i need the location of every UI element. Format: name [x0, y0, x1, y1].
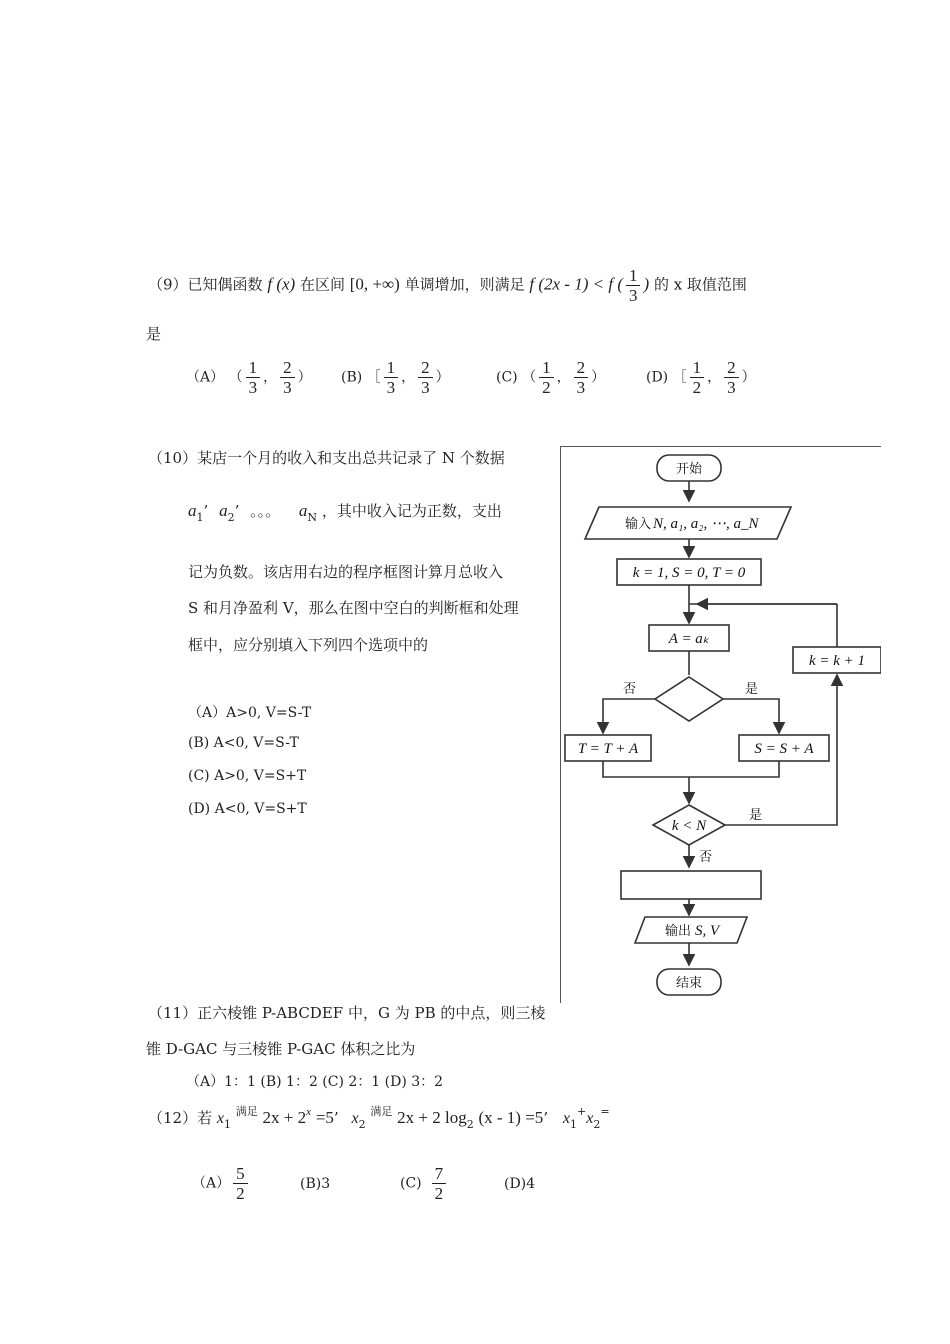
question-9-line1: （9）已知偶函数 f (x) 在区间 [0, +∞) 单调增加，则满足 f (2x - 1) < f ( $\frac{1}{3}$ ) 的 x 取值范围: [148, 266, 747, 305]
question-10-line4: S 和月净盈利 V，那么在图中空白的判断框和处理: [188, 599, 519, 617]
q12-option-a: （A） $\frac{5}{2}$: [192, 1164, 251, 1203]
question-11-line2: 锥 D-GAC 与三棱锥 P-GAC 体积之比为: [146, 1040, 416, 1058]
loop-no-label: 否: [699, 850, 713, 865]
q10-option-a: （A）A>0, V=S-T: [188, 705, 312, 721]
decision-diamond: [655, 677, 723, 721]
q9-option-b: (B) ［ $\frac{1}{3}$ ， $\frac{2}{3}$ ）: [341, 358, 450, 397]
q9-option-a: （A） （ $\frac{1}{3}$ ， $\frac{2}{3}$ ）: [186, 358, 312, 397]
no-branch-label: 否: [623, 682, 637, 697]
right-process-label: S = S + A: [754, 741, 814, 757]
question-12-line: （12）若 $x_1$ $^{满足}$ $2x + 2^x =5$’ $x_2$ $^{满足}$ 2x + 2 $\log_2 (x - 1) =5$’ $x_1^+x_2^=$: [148, 1105, 610, 1131]
question-10-line3: 记为负数。该店用右边的程序框图计算月总收入: [188, 563, 504, 581]
assign-label: A = aₖ: [668, 631, 710, 647]
q12-option-c: (C) $\frac{7}{2}$: [400, 1164, 449, 1203]
end-label: 结束: [675, 976, 703, 991]
loop-yes-label: 是: [749, 808, 763, 823]
q12-option-b: (B)3: [300, 1176, 331, 1192]
flowchart-svg: [561, 447, 881, 1003]
q10-option-c: (C) A>0, V=S+T: [188, 768, 307, 784]
left-process-label: T = T + A: [577, 741, 639, 757]
q10-option-b: (B) A<0, V=S-T: [188, 735, 299, 751]
output-label: 输出 S, V: [665, 923, 720, 939]
q12-option-d: (D)4: [504, 1176, 536, 1192]
question-9-line2: 是: [146, 325, 162, 343]
blank-process-box: [621, 871, 761, 899]
input-label: 输入 N, a₁, a₂, ⋯, a_N: [625, 516, 759, 532]
q9-option-c: (C) （ $\frac{1}{2}$ ， $\frac{2}{3}$ ）: [496, 358, 606, 397]
question-10-line2: $a_1$’ $a_2$’ 。。。 $a_N$ ，其中收入记为正数，支出: [188, 501, 502, 524]
question-10-line5: 框中，应分别填入下列四个选项中的: [188, 636, 429, 654]
init-label: k = 1, S = 0, T = 0: [632, 565, 746, 581]
start-label: 开始: [675, 462, 703, 477]
question-11-line1: （11）正六棱锥 P-ABCDEF 中，G 为 PB 的中点，则三棱: [148, 1004, 546, 1022]
increment-label: k = k + 1: [808, 653, 866, 669]
flowchart: [560, 446, 881, 1003]
q9-option-d: (D) ［ $\frac{1}{2}$ ， $\frac{2}{3}$ ）: [646, 358, 756, 397]
q11-options: （A）1：1 (B) 1：2 (C) 2：1 (D) 3：2: [186, 1074, 444, 1090]
yes-branch-label: 是: [745, 682, 759, 697]
q10-option-d: (D) A<0, V=S+T: [188, 801, 307, 817]
question-10-line1: （10）某店一个月的收入和支出总共记录了 N 个数据: [148, 449, 505, 467]
loop-condition-label: k < N: [671, 818, 707, 834]
